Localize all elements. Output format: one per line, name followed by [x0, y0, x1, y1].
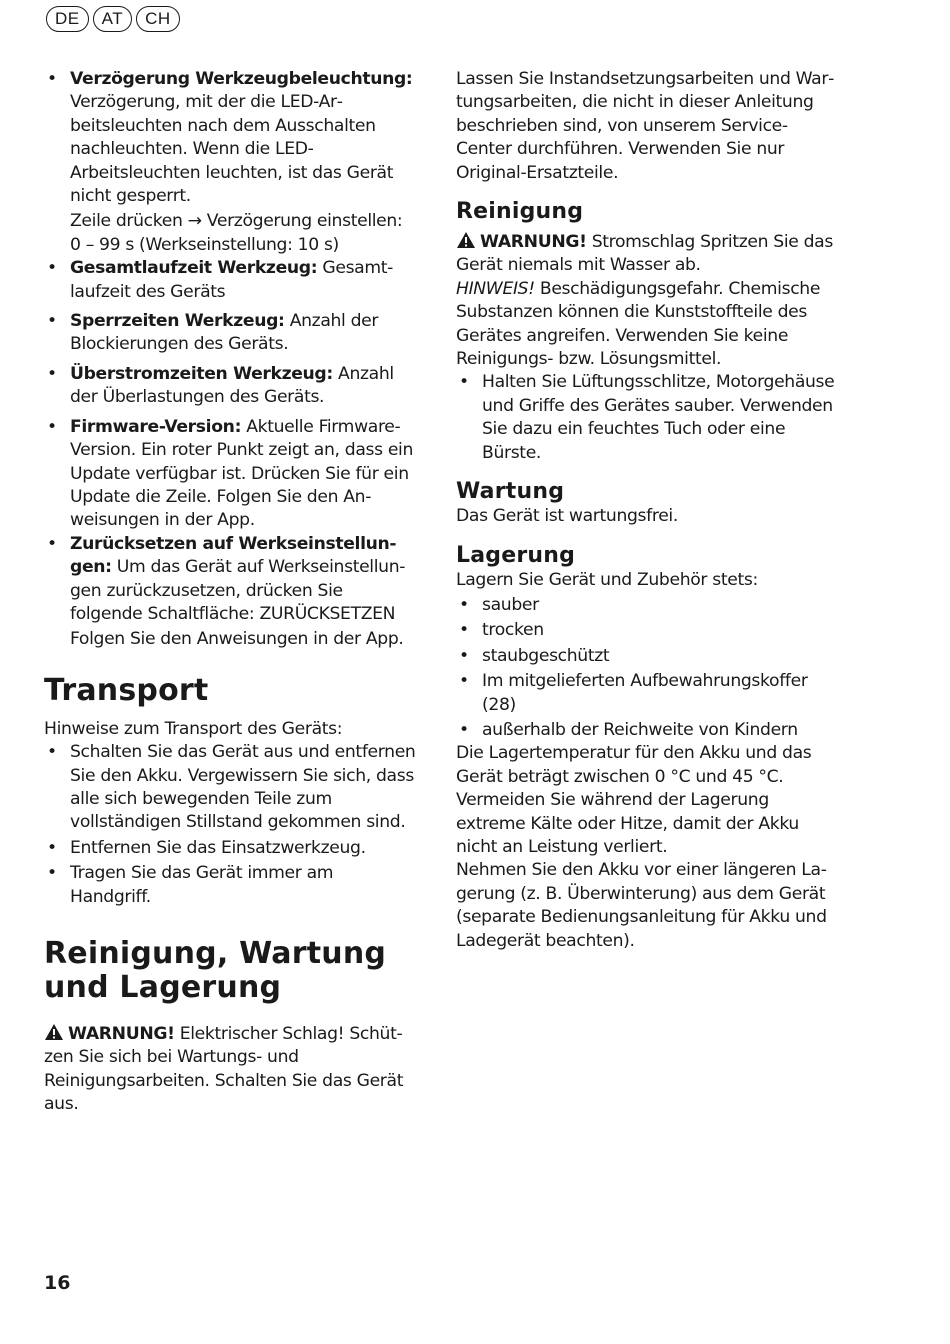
menu-item-term: Verzögerung Werkzeugbeleuchtung:	[70, 69, 413, 89]
list-item: • trocken	[456, 619, 836, 642]
list-item: • Tragen Sie das Gerät immer am Handgriff.	[44, 862, 416, 909]
list-item: • Schalten Sie das Gerät aus und entfernen Sie den Akku. Vergewissern Sie sich, dass alle sich bewegenden Teile zum vollständigen Stillstand gekommen sind.	[44, 741, 416, 835]
menu-item-term: Zurücksetzen auf Werkseinstellungen:	[70, 533, 397, 578]
list-item: • sauber	[456, 594, 836, 617]
list-item	[44, 416, 416, 533]
warning-icon	[456, 231, 476, 249]
transport-intro: Hinweise zum Transport des Geräts:	[44, 718, 343, 739]
list-item	[44, 533, 416, 652]
transport-list	[44, 741, 416, 909]
list-item	[44, 68, 416, 257]
transport-heading: Transport	[44, 672, 209, 708]
lagerung-intro: Lagern Sie Gerät und Zubehör stets:	[456, 569, 758, 590]
menu-item-text: Verzögerung, mit der die LED-Arbeitsleuchten nach dem Ausschalten nachleuchten. Wenn die LED-Arbeitsleuchten leuchten, ist das Gerät nicht gesperrt.	[70, 92, 394, 207]
warning-icon	[44, 1023, 64, 1041]
reinigung-hint	[456, 278, 836, 372]
rwl-warning	[44, 1023, 416, 1117]
hint-label: HINWEIS!	[456, 278, 535, 299]
right-column	[456, 68, 836, 953]
list-item: • Entfernen Sie das Einsatzwerkzeug.	[44, 837, 416, 860]
menu-item-text: Aktuelle Firmware-Version. Ein roter Punkt zeigt an, dass ein Update verfügbar ist. Drücken Sie für ein Update die Zeile. Folgen Sie den Anweisungen in der App.	[70, 416, 414, 531]
list-item: • Im mitgelieferten Aufbewahrungskoffer (28)	[456, 670, 836, 717]
lagerung-list	[456, 594, 836, 742]
menu-item-text: Anzahl der Überlastungen des Geräts.	[70, 363, 394, 408]
menu-item-text: Um das Gerät auf Werkseinstellungen zurückzusetzen, drücken Sie folgende Schaltfläche: ZURÜCKSETZEN	[70, 557, 406, 624]
warning-text: Stromschlag Spritzen Sie das Gerät niemals mit Wasser ab.	[456, 232, 833, 276]
reinigung-list	[456, 371, 836, 465]
list-item	[44, 257, 416, 304]
list-item: • Halten Sie Lüftungsschlitze, Motorgehäuse und Griffe des Gerätes sauber. Verwenden Sie dazu ein feuchtes Tuch oder eine Bürste.	[456, 371, 836, 465]
page-number: 16	[44, 1272, 71, 1294]
reinigung-heading: Reinigung	[456, 199, 584, 225]
list-item: • staubgeschützt	[456, 645, 836, 668]
wartung-heading: Wartung	[456, 479, 565, 505]
warning-label: WARNUNG!	[480, 232, 587, 253]
menu-item-term: Firmware-Version:	[70, 416, 242, 437]
reinigung-warning	[456, 231, 836, 278]
language-badge-de: DE	[46, 6, 89, 32]
menu-item-term: Überstromzeiten Werkzeug:	[70, 363, 333, 384]
list-item: • außerhalb der Reichweite von Kindern	[456, 719, 836, 742]
language-badge-at: AT	[93, 6, 132, 32]
rwl-heading-line1: Reinigung, Wartung	[44, 936, 387, 971]
menu-items-list	[44, 68, 416, 652]
left-column	[44, 68, 416, 1117]
menu-item-term: Gesamtlaufzeit Werkzeug:	[70, 258, 318, 279]
menu-item-text: Gesamtlaufzeit des Geräts	[70, 258, 394, 302]
hint-text: Beschädigungsgefahr. Chemische Substanzen können die Kunststoffteile des Gerätes angreifen. Verwenden Sie keine Reinigungs- bzw. Lösungsmittel.	[456, 278, 821, 370]
language-badges	[46, 6, 180, 32]
lagerung-heading: Lagerung	[456, 542, 576, 568]
list-item	[44, 363, 416, 410]
menu-item-text: Anzahl der Blockierungen des Geräts.	[70, 311, 379, 355]
menu-item-term: Sperrzeiten Werkzeug:	[70, 311, 285, 332]
service-intro: Lassen Sie Instandsetzungsarbeiten und Wartungsarbeiten, die nicht in dieser Anleitung beschrieben sind, von unserem Service-Center durchführen. Verwenden Sie nur Original-Ersatzteile.	[456, 69, 835, 183]
rwl-heading-line2: und Lagerung	[44, 970, 282, 1005]
wartung-text: Das Gerät ist wartungsfrei.	[456, 506, 678, 527]
warning-label: WARNUNG!	[68, 1024, 175, 1044]
language-badge-ch: CH	[136, 6, 180, 32]
menu-item-extra: Zeile drücken → Verzögerung einstellen: 0 – 99 s (Werkseinstellung: 10 s)	[70, 211, 403, 255]
lagerung-para1: Die Lagertemperatur für den Akku und das Gerät beträgt zwischen 0 °C und 45 °C. Vermeiden Sie während der Lagerung extreme Kälte oder Hitze, damit der Akku nicht an Leistung verliert.	[456, 743, 812, 857]
lagerung-para2: Nehmen Sie den Akku vor einer längeren Lagerung (z. B. Überwinterung) aus dem Gerät (separate Bedienungsanleitung für Akku und Ladegerät beachten).	[456, 860, 827, 951]
menu-item-extra: Folgen Sie den Anweisungen in der App.	[70, 629, 404, 650]
warning-text: Elektrischer Schlag! Schützen Sie sich bei Wartungs- und Reinigungsarbeiten. Schalten Sie das Gerät aus.	[44, 1024, 404, 1115]
list-item	[44, 310, 416, 357]
